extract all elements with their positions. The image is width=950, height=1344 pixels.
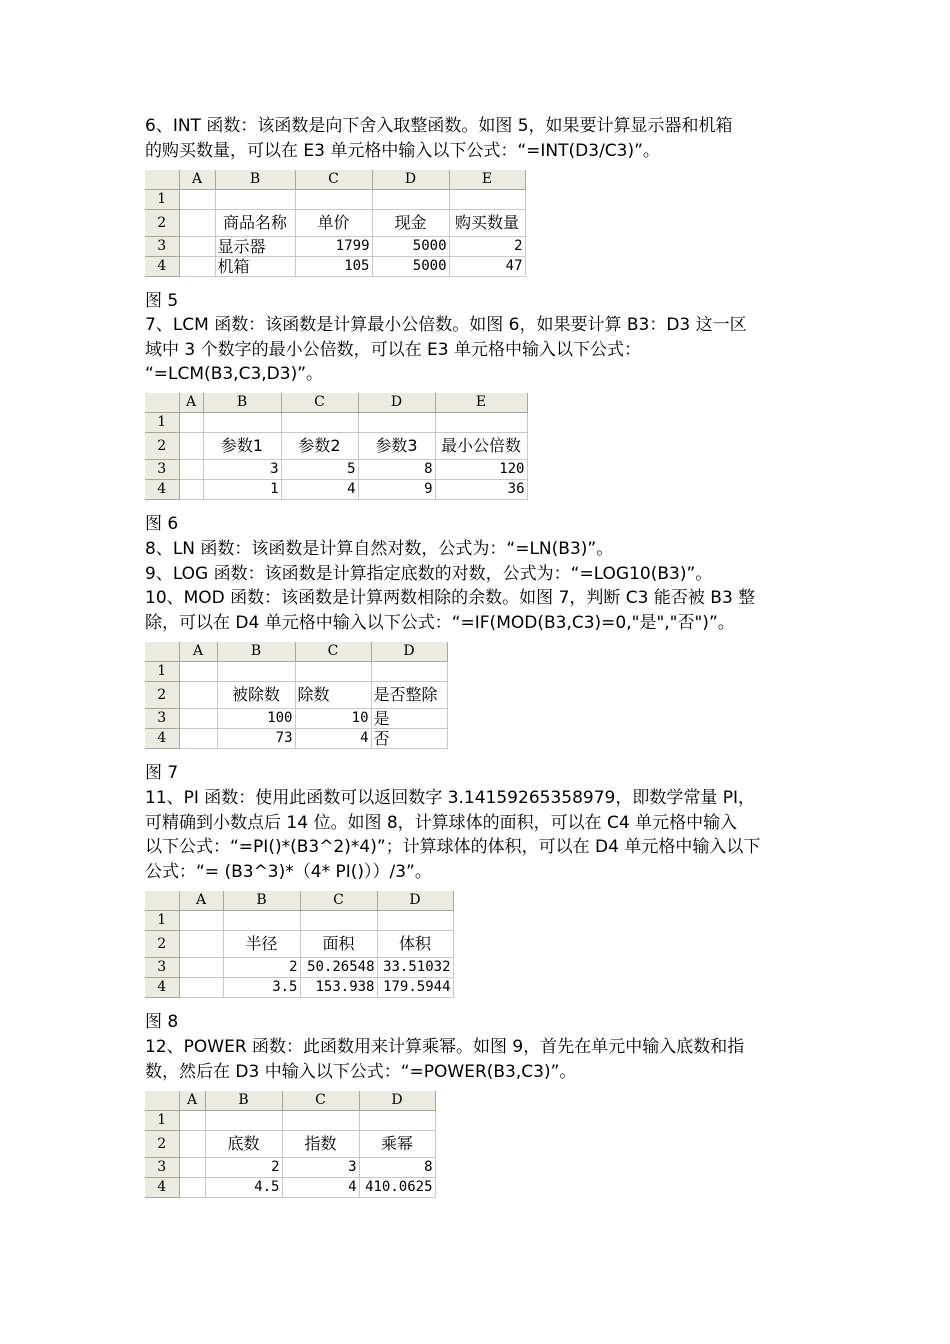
row-header: 1 [145,911,179,931]
column-header: E [435,393,527,413]
power-paragraph [145,1035,810,1084]
cell [179,413,203,433]
cell [179,257,215,277]
figure-caption: 图 5 [145,291,179,311]
cell: 105 [295,257,372,277]
text-line: 以下公式：“=PI()*(B3^2)*4)”；计算球体的体积，可以在 D4 单元格中输入以下 [145,837,761,857]
cell: 参数2 [281,433,358,460]
cell [179,709,217,729]
text-line: 10、MOD 函数：该函数是计算两数相除的余数。如图 7，判断 C3 能否被 B3 整 [145,588,756,608]
column-header: B [217,642,295,662]
cell: 2 [449,237,525,257]
cell [179,931,223,958]
cell: 被除数 [217,682,295,709]
cell [179,480,203,500]
cell: 指数 [282,1131,359,1158]
spreadsheet-figure-6 [145,393,528,500]
spreadsheet-figure-7 [145,642,448,749]
cell: 36 [435,480,527,500]
row-header: 2 [145,931,179,958]
cell [179,237,215,257]
corner-cell [145,1091,179,1111]
row-header: 2 [145,433,179,460]
cell: 100 [217,709,295,729]
cell: 5 [281,460,358,480]
cell: 显示器 [215,237,295,257]
text-line: 可精确到小数点后 14 位。如图 8，计算球体的面积，可以在 C4 单元格中输入 [145,812,738,833]
text-line: 公式：“= (B3^3)*（4* PI()））/3”。 [145,861,432,882]
cell: 9 [358,480,435,500]
text-line: 9、LOG 函数：该函数是计算指定底数的对数，公式为：“=LOG10(B3)”。 [145,563,713,584]
cell: 47 [449,257,525,277]
cell [179,729,217,749]
text-line: 8、LN 函数：该函数是计算自然对数，公式为：“=LN(B3)”。 [145,539,614,559]
column-header: B [223,891,300,911]
corner-cell [145,170,179,190]
cell [358,413,435,433]
cell: 4 [282,1178,359,1198]
cell [179,1178,205,1198]
row-header: 3 [145,958,179,978]
cell: 10 [295,709,371,729]
cell [217,662,295,682]
cell [179,911,223,931]
row-header: 2 [145,682,179,709]
cell: 参数1 [203,433,281,460]
cell [295,662,371,682]
row-header: 3 [145,237,179,257]
cell [215,190,295,210]
text-line: 域中 3 个数字的最小公倍数，可以在 E3 单元格中输入以下公式： [145,339,641,360]
row-header: 1 [145,413,179,433]
text-line: 的购买数量，可以在 E3 单元格中输入以下公式：“=INT(D3/C3)”。 [145,140,660,161]
cell [179,1111,205,1131]
cell: 体积 [377,931,453,958]
corner-cell [145,642,179,662]
cell [179,682,217,709]
cell [372,190,449,210]
figure-caption: 图 8 [145,1012,179,1032]
column-header: A [179,1091,205,1111]
cell: 5000 [372,237,449,257]
cell: 73 [217,729,295,749]
row-header: 4 [145,978,179,998]
cell: 33.51032 [377,958,453,978]
spreadsheet-figure-8 [145,891,454,998]
ln-log-mod-paragraph [145,537,810,635]
corner-cell [145,393,179,413]
cell: 5000 [372,257,449,277]
row-header: 3 [145,1158,179,1178]
row-header: 3 [145,460,179,480]
cell: 410.0625 [359,1178,435,1198]
row-header: 1 [145,190,179,210]
row-header: 4 [145,1178,179,1198]
cell: 1799 [295,237,372,257]
cell [435,413,527,433]
column-header: C [300,891,377,911]
cell: 1 [203,480,281,500]
cell [205,1111,282,1131]
cell: 2 [223,958,300,978]
int-paragraph [145,114,810,163]
cell: 参数3 [358,433,435,460]
column-header: D [359,1091,435,1111]
cell: 4 [281,480,358,500]
cell: 4 [295,729,371,749]
cell [179,662,217,682]
cell: 底数 [205,1131,282,1158]
column-header: B [203,393,281,413]
cell: 120 [435,460,527,480]
column-header: B [205,1091,282,1111]
row-header: 4 [145,729,179,749]
spreadsheet-figure-9 [145,1091,436,1198]
row-header: 3 [145,709,179,729]
cell [359,1111,435,1131]
cell [203,413,281,433]
column-header: C [295,642,371,662]
cell [282,1111,359,1131]
cell [179,460,203,480]
column-header: D [372,170,449,190]
cell [179,190,215,210]
figure-caption: 图 7 [145,763,179,783]
cell: 购买数量 [449,210,525,237]
row-header: 1 [145,1111,179,1131]
cell: 179.5944 [377,978,453,998]
cell: 单价 [295,210,372,237]
cell [449,190,525,210]
text-line: 12、POWER 函数：此函数用来计算乘幂。如图 9，首先在单元中输入底数和指 [145,1037,745,1057]
cell: 除数 [295,682,371,709]
cell: 50.26548 [300,958,377,978]
cell: 3 [282,1158,359,1178]
cell: 8 [359,1158,435,1178]
cell: 面积 [300,931,377,958]
column-header: E [449,170,525,190]
pi-paragraph [145,786,810,884]
text-line: 7、LCM 函数：该函数是计算最小公倍数。如图 6，如果要计算 B3：D3 这一区 [145,315,747,335]
cell: 否 [371,729,447,749]
column-header: C [281,393,358,413]
text-line: 6、INT 函数：该函数是向下舍入取整函数。如图 5，如果要计算显示器和机箱 [145,116,733,136]
cell [179,433,203,460]
cell: 8 [358,460,435,480]
cell: 是否整除 [371,682,447,709]
corner-cell [145,891,179,911]
cell [179,1158,205,1178]
row-header: 1 [145,662,179,682]
text-line: “=LCM(B3,C3,D3)”。 [145,364,324,384]
cell: 2 [205,1158,282,1178]
spreadsheet-figure-5 [145,170,526,277]
column-header: C [282,1091,359,1111]
cell: 153.938 [300,978,377,998]
cell [179,210,215,237]
cell: 半径 [223,931,300,958]
column-header: D [358,393,435,413]
cell: 乘幂 [359,1131,435,1158]
row-header: 2 [145,1131,179,1158]
cell: 3.5 [223,978,300,998]
column-header: D [371,642,447,662]
cell: 3 [203,460,281,480]
cell [179,958,223,978]
cell [377,911,453,931]
cell: 商品名称 [215,210,295,237]
cell: 最小公倍数 [435,433,527,460]
cell [179,1131,205,1158]
column-header: A [179,642,217,662]
column-header: D [377,891,453,911]
column-header: B [215,170,295,190]
cell [300,911,377,931]
column-header: A [179,891,223,911]
cell: 现金 [372,210,449,237]
figure-caption: 图 6 [145,514,179,534]
text-line: 除，可以在 D4 单元格中输入以下公式：“=IF(MOD(B3,C3)=0,"是","否")”。 [145,612,735,633]
column-header: A [179,170,215,190]
lcm-paragraph [145,313,810,387]
cell: 是 [371,709,447,729]
cell [281,413,358,433]
cell [223,911,300,931]
cell [295,190,372,210]
text-line: 数，然后在 D3 中输入以下公式：“=POWER(B3,C3)”。 [145,1061,577,1082]
column-header: A [179,393,203,413]
cell: 4.5 [205,1178,282,1198]
cell: 机箱 [215,257,295,277]
cell [179,978,223,998]
row-header: 2 [145,210,179,237]
row-header: 4 [145,257,179,277]
cell [371,662,447,682]
text-line: 11、PI 函数：使用此函数可以返回数字 3.14159265358979，即数学常量 PI， [145,788,756,808]
column-header: C [295,170,372,190]
row-header: 4 [145,480,179,500]
